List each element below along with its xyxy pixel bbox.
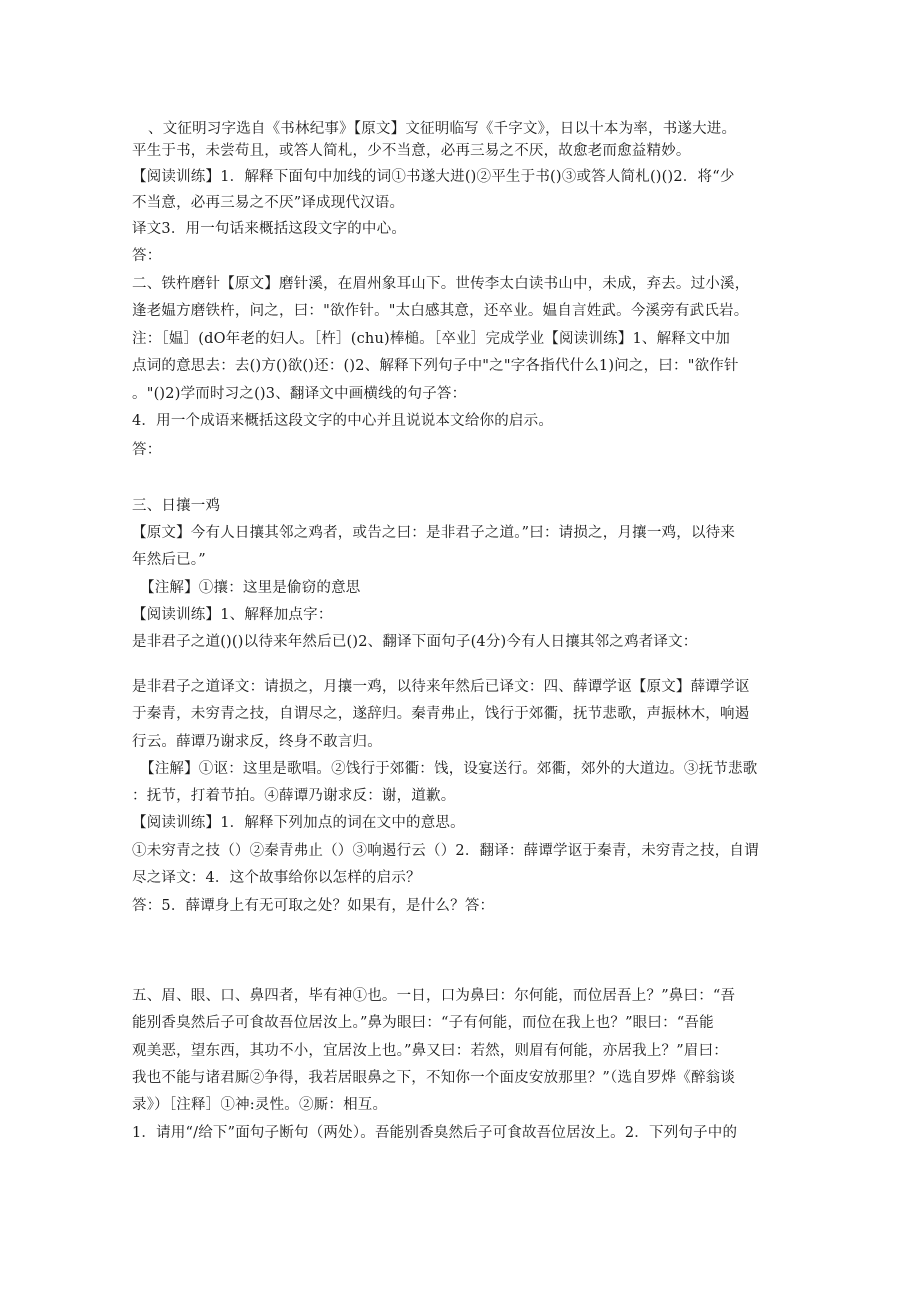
text-line: 。"()2)学而时习之()3、翻译文中画横线的句子答： [132,386,467,402]
text-line: 点词的意思去：去()方()欲()还：()2、解释下列句子中"之"字各指代什么1)问之，曰："欲作针 [132,358,739,374]
text-line: 年然后已。” [132,552,206,568]
text-line: 尽之译文：4．这个故事给你以怎样的启示？ [132,870,421,886]
text-line: 二、铁杵磨针【原文】磨针溪，在眉州象耳山下。世传李太白读书山中，未成，弃去。过小溪， [132,276,750,292]
text-line: 【阅读训练】1．解释下列加点的词在文中的意思。 [132,815,465,831]
text-line: 答： [132,248,162,264]
text-line: 五、眉、眼、口、鼻四者，毕有神①也。一日，口为鼻曰：尔何能，而位居吾上？”鼻曰：“吾 [132,988,736,1004]
text-line: 能别香臭然后子可食故吾位居汝上。”鼻为眼曰：“子有何能，而位在我上也？”眼曰：“吾能 [132,1015,714,1031]
text-line: ：抚节，打着节拍。④薛谭乃谢求反：谢，道歉。 [132,788,456,804]
text-line: 我也不能与诸君厮②争得，我若居眼鼻之下，不知你一个面皮安放那里？”（选自罗烨《醉翁谈 [132,1070,736,1086]
text-line: 逢老媪方磨铁杵，问之，曰："欲作针。"太白感其意，还卒业。媪自言姓武。今溪旁有武氏岩。 [132,303,749,319]
text-line: ①未穷青之技（）②秦青弗止（）③响遏行云（）2．翻译：薛谭学讴于秦青，未穷青之技，自谓 [132,843,759,859]
text-line: 行云。薛谭乃谢求反，终身不敢言归。 [132,734,382,750]
text-line: 录》）［注释］①神:灵性。②厮：相互。 [132,1097,388,1113]
text-line: 答：5．薛谭身上有无可取之处？如果有，是什么？答： [132,898,495,914]
text-line: 观美恶，望东西，其功不小，宜居汝上也。”鼻又曰：若然，则眉有何能，亦居我上？”眉曰： [132,1043,728,1059]
text-line: 、文征明习字选自《书林纪事》【原文】文征明临写《千字文》，日以十本为率，书遂大进。 [148,121,737,137]
text-line: 答： [132,442,162,458]
text-line: 【阅读训练】1．解释下面句中加线的词①书遂大进()②平生于书()③或答人简札()()2．将“少 [132,169,735,185]
text-line: 【阅读训练】1、解释加点字： [132,607,333,623]
text-line: 【注解】①攘：这里是偷窃的意思 [140,580,361,596]
text-line: 平生于书，未尝苟且，或答人简札，少不当意，必再三易之不厌，故愈老而愈益精妙。 [132,143,691,159]
text-line: 译文3．用一句话来概括这段文字的中心。 [132,221,407,237]
text-line: 注：［媪］(dO年老的妇人。［杵］(chu)棒槌。［卒业］完成学业【阅读训练】1、解释文中加 [132,331,731,347]
text-line: 1．请用“/给下”面句子断句（两处）。吾能别香臭然后子可食故吾位居汝上。2．下列句子中的 [132,1125,738,1141]
section-heading: 三、日攘一鸡 [132,498,221,514]
text-line: 4．用一个成语来概括这段文字的中心并且说说本文给你的启示。 [132,413,554,429]
text-line: 【注解】①讴：这里是歌唱。②饯行于郊衢：饯，设宴送行。郊衢，郊外的大道边。③抚节悲歌 [140,761,758,777]
text-line: 是非君子之道译文：请损之，月攘一鸡，以待来年然后已译文：四、薛谭学讴【原文】薛谭学讴 [132,679,750,695]
text-line: 【原文】今有人日攘其邻之鸡者，或告之曰：是非君子之道。”曰：请损之，月攘一鸡，以待来 [132,525,736,541]
text-line: 是非君子之道()()以待来年然后已()2、翻译下面句子(4分)今有人日攘其邻之鸡者译文： [132,634,698,650]
text-line: 于秦青，未穷青之技，自谓尽之，遂辞归。秦青弗止，饯行于郊衢，抚节悲歌，声振林木，响遏 [132,706,750,722]
text-line: 不当意，必再三易之不厌”译成现代汉语。 [132,195,405,211]
